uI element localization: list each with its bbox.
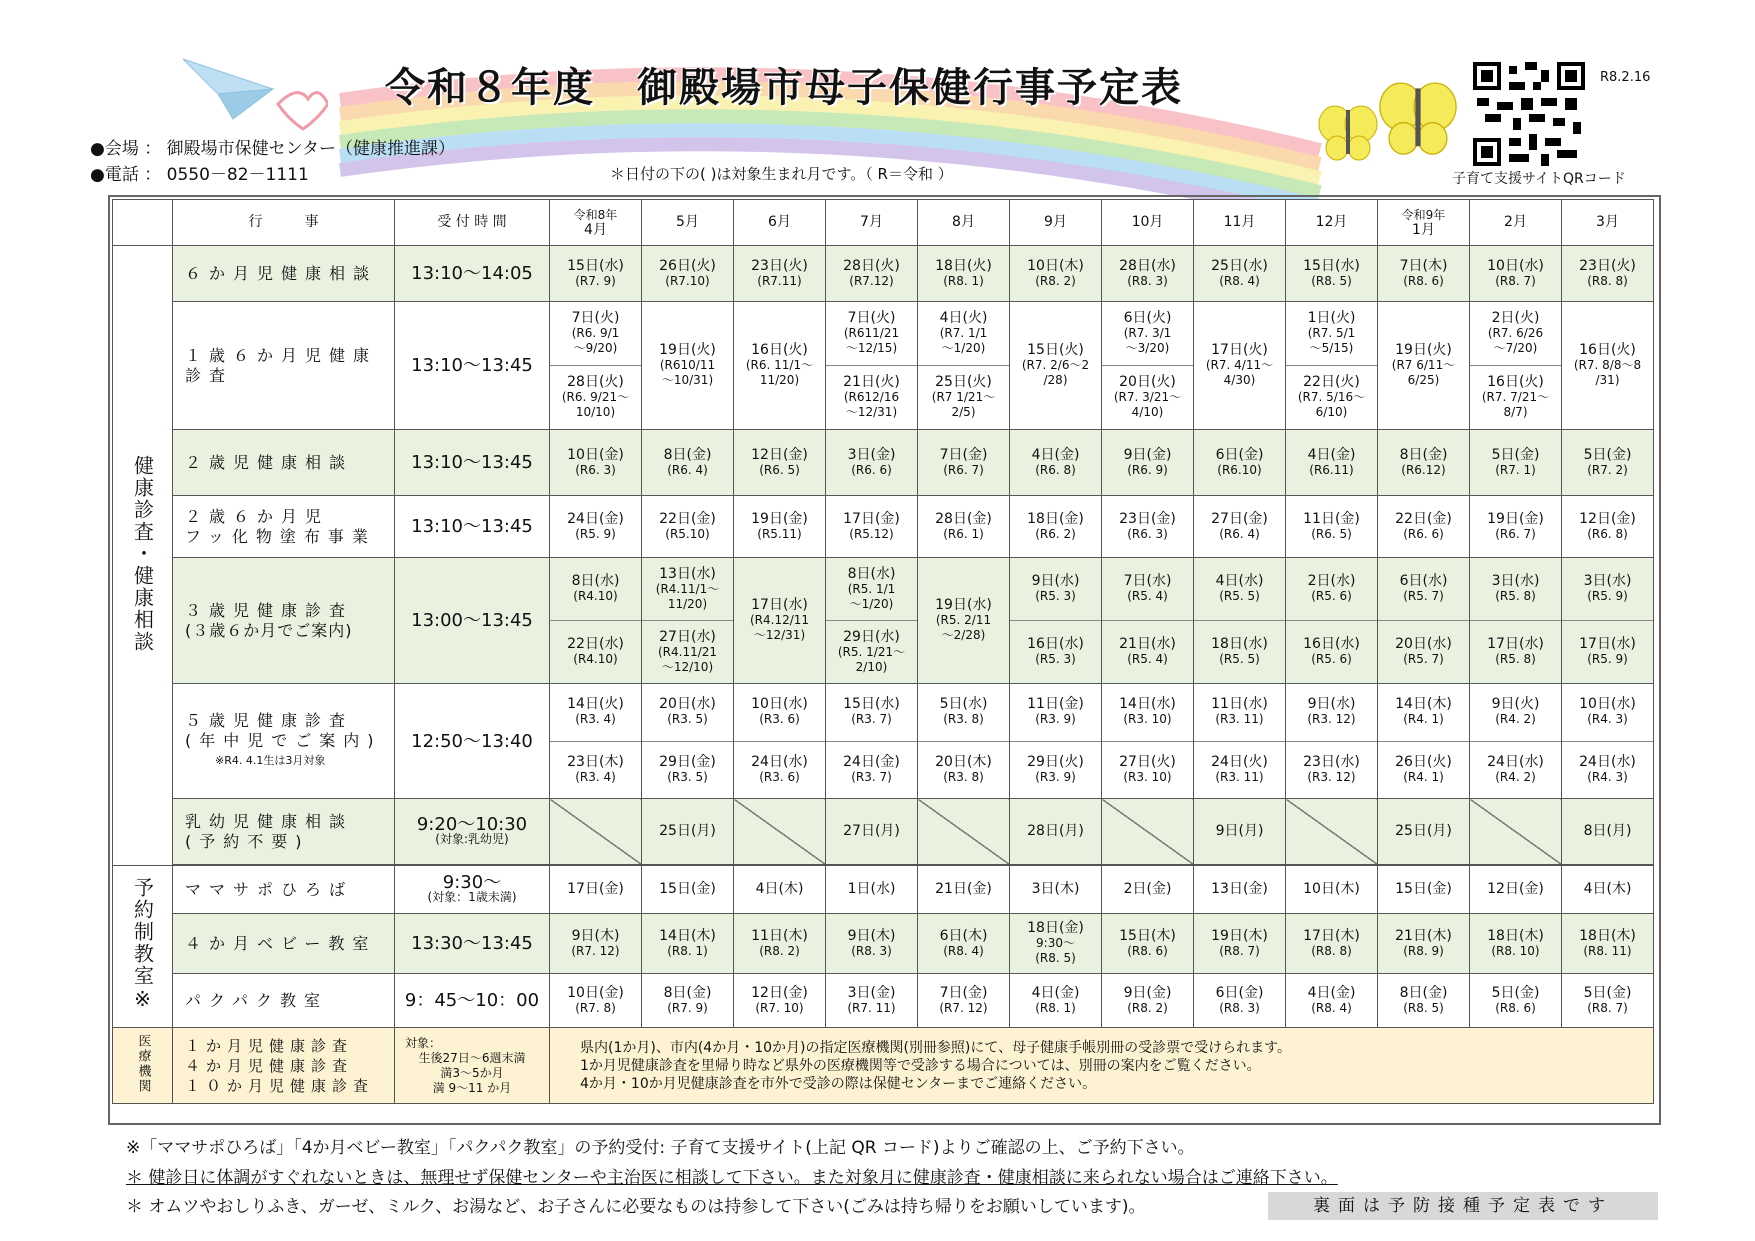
- schedule-cell: 23日(火) (R8. 8): [1562, 246, 1654, 302]
- schedule-cell: 28日(火) (R7.12): [826, 246, 918, 302]
- schedule-cell: 10日(水) (R3. 6) 24日(水) (R3. 6): [734, 684, 826, 799]
- schedule-cell: 9日(木) (R7. 12): [550, 914, 642, 974]
- event-name: パクパク教室: [173, 974, 395, 1028]
- schedule-cell: 15日(水) (R7. 9): [550, 246, 642, 302]
- schedule-cell: 7日(火) (R611/21 ～12/15) 21日(火) (R612/16 ～12/31): [826, 302, 918, 430]
- schedule-cell: 12日(金) (R7. 10): [734, 974, 826, 1028]
- reception-time: 13:10～14:05: [395, 246, 550, 302]
- schedule-cell: 22日(金) (R6. 6): [1378, 496, 1470, 558]
- schedule-cell: 3日(木): [1010, 866, 1102, 914]
- schedule-cell: 21日(木) (R8. 9): [1378, 914, 1470, 974]
- schedule-cell: 8日(金) (R8. 5): [1378, 974, 1470, 1028]
- schedule-cell: 28日(水) (R8. 3): [1102, 246, 1194, 302]
- schedule-cell: 20日(水) (R3. 5) 29日(金) (R3. 5): [642, 684, 734, 799]
- schedule-cell: 6日(木) (R8. 4): [918, 914, 1010, 974]
- schedule-cell: 3日(水) (R5. 8) 17日(水) (R5. 8): [1470, 558, 1562, 684]
- schedule-cell: 16日(火) (R6. 11/1～ 11/20): [734, 302, 826, 430]
- schedule-cell: 10日(水) (R8. 7): [1470, 246, 1562, 302]
- medical-target: 対象： 生後27日～6週末満 満3～5か月 満 9～11 か月: [395, 1028, 550, 1104]
- column-header-month: 令和9年 1月: [1378, 200, 1470, 246]
- schedule-cell: 2日(火) (R7. 6/26 ～7/20) 16日(火) (R7. 7/21～ 8/7): [1470, 302, 1562, 430]
- schedule-cell: 8日(月): [1562, 799, 1654, 865]
- schedule-cell: 7日(火) (R6. 9/1 ～9/20) 28日(火) (R6. 9/21～ 10/10): [550, 302, 642, 430]
- column-header-time: 受 付 時 間: [395, 200, 550, 246]
- section-medical: 医療機関: [113, 1028, 173, 1104]
- schedule-cell: 18日(木) (R8. 11): [1562, 914, 1654, 974]
- qr-caption: 子育て支援サイトQRコード: [1452, 171, 1626, 187]
- schedule-cell: 9日(金) (R8. 2): [1102, 974, 1194, 1028]
- reception-time: 9:30～ (対象：1歳未満): [395, 866, 550, 914]
- paper-plane-icon: [178, 44, 328, 134]
- event-name: 乳幼児健康相談 (予約不要): [173, 799, 395, 865]
- schedule-cell: 19日(水) (R5. 2/11 ～2/28): [918, 558, 1010, 684]
- section-class: 予約制教室※: [113, 866, 173, 1028]
- reception-time: 13:10～13:45: [395, 302, 550, 430]
- schedule-cell: 13日(金): [1194, 866, 1286, 914]
- schedule-cell: 17日(水) (R4.12/11 ～12/31): [734, 558, 826, 684]
- reception-time: 9：45～10：00: [395, 974, 550, 1028]
- phone-info: ●電話 ： 0550－82－1111: [90, 165, 309, 185]
- schedule-cell: 7日(金) (R6. 7): [918, 430, 1010, 496]
- event-name: ４か月ベビー教室: [173, 914, 395, 974]
- event-name: ２歳６か月児 フッ化物塗布事業: [173, 496, 395, 558]
- schedule-cell: 15日(金): [642, 866, 734, 914]
- schedule-cell: 8日(金) (R7. 9): [642, 974, 734, 1028]
- schedule-cell: 15日(金): [1378, 866, 1470, 914]
- schedule-cell: 5日(金) (R8. 7): [1562, 974, 1654, 1028]
- schedule-cell: 25日(水) (R8. 4): [1194, 246, 1286, 302]
- schedule-cell: 15日(木) (R8. 6): [1102, 914, 1194, 974]
- schedule-cell: 14日(木) (R8. 1): [642, 914, 734, 974]
- schedule-cell: 19日(金) (R6. 7): [1470, 496, 1562, 558]
- schedule-cell: 7日(金) (R7. 12): [918, 974, 1010, 1028]
- column-header-month: 12月: [1286, 200, 1378, 246]
- schedule-cell: 22日(金) (R5.10): [642, 496, 734, 558]
- table-header-row: [113, 200, 1654, 246]
- table-row: [113, 302, 1654, 430]
- table-row: [113, 799, 1654, 865]
- table-row: [113, 496, 1654, 558]
- empty-cell: [1286, 799, 1378, 865]
- schedule-cell: 18日(金) 9:30～ (R8. 5): [1010, 914, 1102, 974]
- qr-code-icon[interactable]: [1473, 62, 1585, 166]
- reception-time: 9:20～10:30 (対象:乳幼児): [395, 799, 550, 865]
- schedule-cell: 7日(水) (R5. 4) 21日(水) (R5. 4): [1102, 558, 1194, 684]
- event-name: １歳６か月児健康診査: [173, 302, 395, 430]
- schedule-cell: 4日(金) (R8. 4): [1286, 974, 1378, 1028]
- schedule-cell: 2日(水) (R5. 6) 16日(水) (R5. 6): [1286, 558, 1378, 684]
- schedule-cell: 28日(金) (R6. 1): [918, 496, 1010, 558]
- schedule-cell: 17日(金): [550, 866, 642, 914]
- schedule-cell: 24日(金) (R5. 9): [550, 496, 642, 558]
- reception-time: 13:10～13:45: [395, 430, 550, 496]
- section-health: 健康診査・健康相談: [113, 246, 173, 866]
- schedule-cell: 12日(金) (R6. 5): [734, 430, 826, 496]
- health-note: ＊ 健診日に体調がすぐれないときは、無理せず保健センターや主治医に相談して下さい。また対象月に健康診査・健康相談に来られない場合はご連絡下さい。: [126, 1168, 1338, 1188]
- schedule-cell: 14日(水) (R3. 10) 27日(火) (R3. 10): [1102, 684, 1194, 799]
- schedule-cell: 4日(金) (R8. 1): [1010, 974, 1102, 1028]
- schedule-cell: 5日(金) (R8. 6): [1470, 974, 1562, 1028]
- schedule-cell: 4日(火) (R7. 1/1 ～1/20) 25日(火) (R7 1/21～ 2/5): [918, 302, 1010, 430]
- schedule-cell: 19日(木) (R8. 7): [1194, 914, 1286, 974]
- schedule-cell: 23日(金) (R6. 3): [1102, 496, 1194, 558]
- schedule-cell: 2日(金): [1102, 866, 1194, 914]
- birth-month-note: ＊日付の下の( )は対象生まれ月です。（ R＝令和 ）: [610, 165, 953, 183]
- column-header-month: 令和8年 4月: [550, 200, 642, 246]
- empty-cell: [918, 799, 1010, 865]
- schedule-cell: 7日(木) (R8. 6): [1378, 246, 1470, 302]
- schedule-cell: 12日(金) (R6. 8): [1562, 496, 1654, 558]
- schedule-cell: 9日(水) (R5. 3) 16日(水) (R5. 3): [1010, 558, 1102, 684]
- reception-time: 12:50～13:40: [395, 684, 550, 799]
- table-row: [113, 246, 1654, 302]
- schedule-cell: 18日(火) (R8. 1): [918, 246, 1010, 302]
- event-name: ママサポひろば: [173, 866, 395, 914]
- schedule-cell: 15日(水) (R8. 5): [1286, 246, 1378, 302]
- schedule-cell: 12日(金): [1470, 866, 1562, 914]
- event-name: ２歳児健康相談: [173, 430, 395, 496]
- schedule-cell: 26日(火) (R7.10): [642, 246, 734, 302]
- schedule-cell: 3日(金) (R6. 6): [826, 430, 918, 496]
- empty-cell: [1470, 799, 1562, 865]
- schedule-cell: 6日(水) (R5. 7) 20日(水) (R5. 7): [1378, 558, 1470, 684]
- schedule-cell: 4日(金) (R6.11): [1286, 430, 1378, 496]
- schedule-cell: 15日(水) (R3. 7) 24日(金) (R3. 7): [826, 684, 918, 799]
- venue-info: ●会場 ： 御殿場市保健センター（健康推進課）: [90, 139, 455, 159]
- schedule-cell: 15日(火) (R7. 2/6～2 /28): [1010, 302, 1102, 430]
- schedule-cell: 27日(金) (R6. 4): [1194, 496, 1286, 558]
- event-name: ６か月児健康相談: [173, 246, 395, 302]
- schedule-cell: 5日(水) (R3. 8) 20日(木) (R3. 8): [918, 684, 1010, 799]
- butterfly-icon: [1372, 70, 1464, 162]
- schedule-cell: 14日(木) (R4. 1) 26日(火) (R4. 1): [1378, 684, 1470, 799]
- schedule-cell: 19日(火) (R610/11 ～10/31): [642, 302, 734, 430]
- schedule-cell: 14日(火) (R3. 4) 23日(木) (R3. 4): [550, 684, 642, 799]
- schedule-cell: 13日(水) (R4.11/1～ 11/20) 27日(水) (R4.11/21 ～12/10): [642, 558, 734, 684]
- schedule-cell: 10日(木) (R8. 2): [1010, 246, 1102, 302]
- empty-cell: [550, 799, 642, 865]
- schedule-cell: 9日(金) (R6. 9): [1102, 430, 1194, 496]
- empty-cell: [1102, 799, 1194, 865]
- schedule-cell: 10日(金) (R7. 8): [550, 974, 642, 1028]
- event-name: ３歳児健康診査 (３歳６か月でご案内): [173, 558, 395, 684]
- schedule-cell: 18日(木) (R8. 10): [1470, 914, 1562, 974]
- column-header-month: 6月: [734, 200, 826, 246]
- reception-time: 13:10～13:45: [395, 496, 550, 558]
- schedule-cell: 27日(月): [826, 799, 918, 865]
- schedule-cell: 25日(月): [1378, 799, 1470, 865]
- schedule-cell: 3日(水) (R5. 9) 17日(水) (R5. 9): [1562, 558, 1654, 684]
- schedule-cell: 11日(金) (R3. 9) 29日(火) (R3. 9): [1010, 684, 1102, 799]
- schedule-cell: 8日(金) (R6.12): [1378, 430, 1470, 496]
- reception-time: 13:00～13:45: [395, 558, 550, 684]
- column-header-event: 行 事: [173, 200, 395, 246]
- schedule-cell: 5日(金) (R7. 2): [1562, 430, 1654, 496]
- revision-date: R8.2.16: [1600, 70, 1651, 85]
- reservation-note: ※「ママサポひろば」「4か月ベビー教室」「パクパク教室」の予約受付: 子育て支援サイト(上記 QR コード)よりご確認の上、ご予約下さい。: [126, 1138, 1195, 1158]
- column-header-month: 5月: [642, 200, 734, 246]
- schedule-cell: 9日(木) (R8. 3): [826, 914, 918, 974]
- corner-cell: [113, 200, 173, 246]
- belongings-note: ＊ オムツやおしりふき、ガーゼ、ミルク、お湯など、お子さんに必要なものは持参して下さい(ごみは持ち帰りをお願いしています)。: [126, 1197, 1146, 1217]
- schedule-cell: 17日(木) (R8. 8): [1286, 914, 1378, 974]
- schedule-cell: 4日(金) (R6. 8): [1010, 430, 1102, 496]
- schedule-cell: 6日(火) (R7. 3/1 ～3/20) 20日(火) (R7. 3/21～ 4/10): [1102, 302, 1194, 430]
- back-page-note: 裏面は予防接種予定表です: [1268, 1192, 1658, 1220]
- empty-cell: [734, 799, 826, 865]
- schedule-cell: 28日(月): [1010, 799, 1102, 865]
- schedule-cell: 4日(木): [734, 866, 826, 914]
- schedule-cell: 9日(水) (R3. 12) 23日(水) (R3. 12): [1286, 684, 1378, 799]
- schedule-cell: 1日(水): [826, 866, 918, 914]
- column-header-month: 8月: [918, 200, 1010, 246]
- event-name: ５歳児健康診査 (年中児でご案内) ※R4. 4.1生は3月対象: [173, 684, 395, 799]
- table-row: [113, 974, 1654, 1028]
- schedule-cell: 4日(木): [1562, 866, 1654, 914]
- schedule-cell: 8日(水) (R5. 1/1 ～1/20) 29日(水) (R5. 1/21～ 2/10): [826, 558, 918, 684]
- schedule-cell: 9日(月): [1194, 799, 1286, 865]
- schedule-cell: 1日(火) (R7. 5/1 ～5/15) 22日(火) (R7. 5/16～ 6/10): [1286, 302, 1378, 430]
- schedule-table: [112, 199, 1654, 1104]
- schedule-cell: 10日(水) (R4. 3) 24日(水) (R4. 3): [1562, 684, 1654, 799]
- schedule-cell: 17日(金) (R5.12): [826, 496, 918, 558]
- schedule-cell: 16日(火) (R7. 8/8～8 /31): [1562, 302, 1654, 430]
- column-header-month: 9月: [1010, 200, 1102, 246]
- page-title: 令和８年度 御殿場市母子保健行事予定表: [385, 65, 1183, 111]
- schedule-cell: 21日(金): [918, 866, 1010, 914]
- schedule-cell: 19日(火) (R7 6/11～ 6/25): [1378, 302, 1470, 430]
- table-row: [113, 866, 1654, 914]
- schedule-cell: 11日(水) (R3. 11) 24日(火) (R3. 11): [1194, 684, 1286, 799]
- table-row-medical: [113, 1028, 1654, 1104]
- schedule-cell: 9日(火) (R4. 2) 24日(水) (R4. 2): [1470, 684, 1562, 799]
- schedule-cell: 11日(金) (R6. 5): [1286, 496, 1378, 558]
- schedule-cell: 23日(火) (R7.11): [734, 246, 826, 302]
- column-header-month: 7月: [826, 200, 918, 246]
- table-row: [113, 430, 1654, 496]
- schedule-cell: 3日(金) (R7. 11): [826, 974, 918, 1028]
- schedule-cell: 5日(金) (R7. 1): [1470, 430, 1562, 496]
- column-header-month: 2月: [1470, 200, 1562, 246]
- schedule-cell: 8日(金) (R6. 4): [642, 430, 734, 496]
- schedule-cell: 4日(水) (R5. 5) 18日(水) (R5. 5): [1194, 558, 1286, 684]
- schedule-cell: 11日(木) (R8. 2): [734, 914, 826, 974]
- schedule-cell: 6日(金) (R8. 3): [1194, 974, 1286, 1028]
- column-header-month: 3月: [1562, 200, 1654, 246]
- table-row: [113, 684, 1654, 799]
- schedule-cell: 10日(金) (R6. 3): [550, 430, 642, 496]
- column-header-month: 10月: [1102, 200, 1194, 246]
- table-row: [113, 914, 1654, 974]
- schedule-cell: 8日(水) (R4.10) 22日(水) (R4.10): [550, 558, 642, 684]
- reception-time: 13:30～13:45: [395, 914, 550, 974]
- column-header-month: 11月: [1194, 200, 1286, 246]
- schedule-cell: 19日(金) (R5.11): [734, 496, 826, 558]
- schedule-cell: 10日(木): [1286, 866, 1378, 914]
- schedule-cell: 25日(月): [642, 799, 734, 865]
- medical-notes: 県内(1か月)、市内(4か月・10か月)の指定医療機関(別冊参照)にて、母子健康手帳別冊の受診票で受けられます。 1か月児健康診査を里帰り時など県外の医療機関等で受診する場合については、別冊の案内をご覧ください。 4か月・10か月児健康診査を市外で受診の際は保健センターまでご連絡ください。: [550, 1028, 1654, 1104]
- schedule-cell: 18日(金) (R6. 2): [1010, 496, 1102, 558]
- medical-events: １か月児健康診査 ４か月児健康診査 １０か月児健康診査: [173, 1028, 395, 1104]
- schedule-cell: 6日(金) (R6.10): [1194, 430, 1286, 496]
- schedule-cell: 17日(火) (R7. 4/11～ 4/30): [1194, 302, 1286, 430]
- table-row: [113, 558, 1654, 684]
